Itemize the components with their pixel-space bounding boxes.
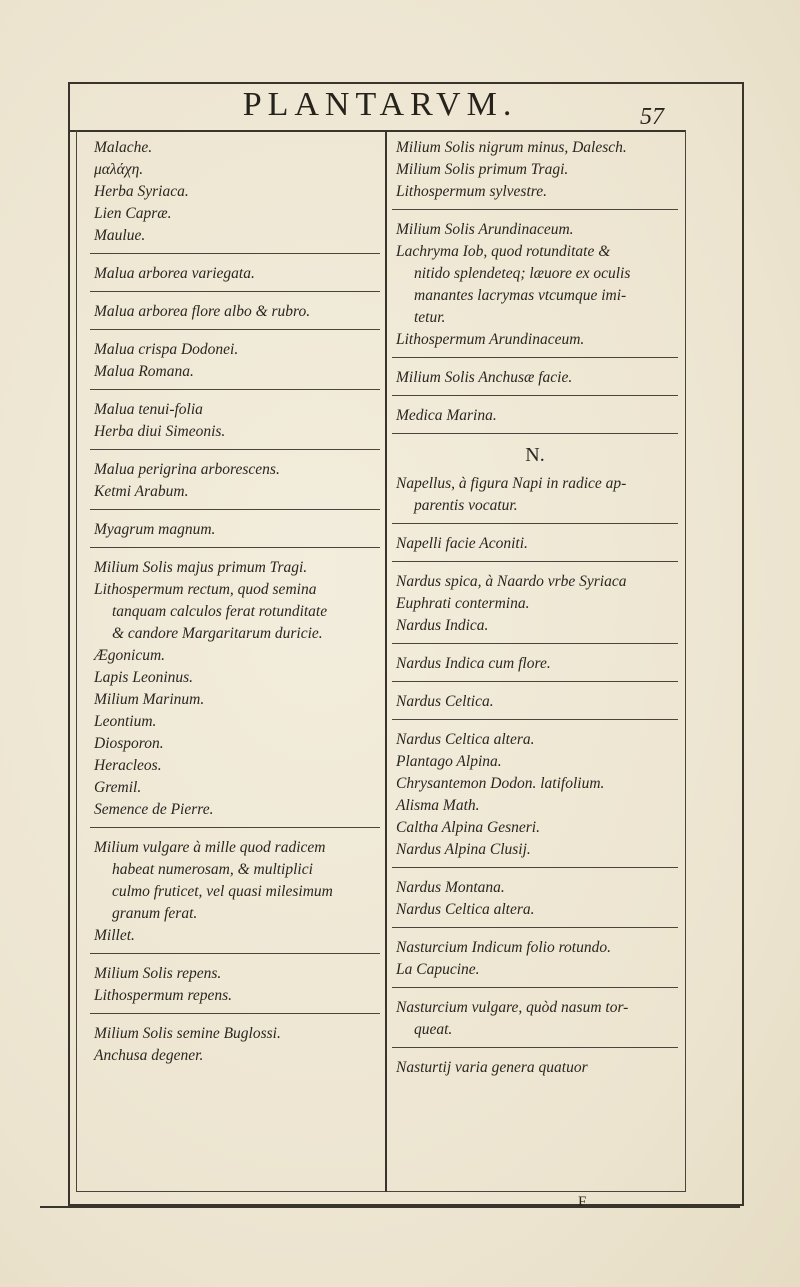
plant-entry (90, 1020, 380, 1073)
entry-line: Milium Solis repens. (94, 965, 222, 982)
entry-line: Milium vulgare à mille quod radicem (94, 839, 326, 856)
entry-line: Malua arborea variegata. (94, 265, 255, 282)
plant-entry (392, 134, 678, 210)
entry-line: μαλάχη. (94, 161, 144, 178)
plant-entry (90, 396, 380, 450)
signature-mark: F (578, 1194, 587, 1210)
entry-line: queat. (414, 1021, 453, 1038)
entry-line: tetur. (414, 309, 446, 326)
entry-line: Chrysantemon Dodon. latifolium. (396, 775, 605, 792)
section-letter: N. (525, 444, 545, 466)
plant-entry (90, 298, 380, 330)
entry-line: Milium Solis majus primum Tragi. (94, 559, 308, 576)
page-number: 57 (640, 104, 664, 130)
entry-line: Nasturtij varia genera quatuor (396, 1059, 588, 1076)
entry-line: Napellus, à figura Napi in radice ap- (396, 475, 627, 492)
entry-line: La Capucine. (396, 961, 480, 978)
plant-entry (392, 1054, 678, 1085)
plant-entry (392, 568, 678, 644)
entry-line: Nardus Indica cum flore. (396, 655, 551, 672)
entry-line: & candore Margaritarum duricie. (112, 625, 323, 642)
entry-line: Milium Solis Anchusæ facie. (396, 369, 573, 386)
entry-line: Lithospermum repens. (94, 987, 233, 1004)
plant-entry (90, 960, 380, 1014)
entry-line: Malua Romana. (94, 363, 194, 380)
entry-line: Ketmi Arabum. (94, 483, 189, 500)
entry-line: parentis vocatur. (414, 497, 518, 514)
entry-line: culmo fruticet, vel quasi milesimum (112, 883, 333, 900)
plant-entry (392, 402, 678, 434)
entry-line: Heracleos. (94, 757, 162, 774)
entry-line: Lithospermum Arundinaceum. (396, 331, 585, 348)
entry-line: Lithospermum rectum, quod semina (94, 581, 317, 598)
plant-entry (90, 336, 380, 390)
plant-entry (392, 726, 678, 868)
entry-line: Milium Solis primum Tragi. (396, 161, 569, 178)
entry-line: Milium Solis Arundinaceum. (396, 221, 574, 238)
plant-entry (392, 470, 678, 524)
entry-line: Nasturcium Indicum folio rotundo. (396, 939, 611, 956)
entry-line: Plantago Alpina. (396, 753, 502, 770)
entry-line: Gremil. (94, 779, 142, 796)
entry-line: Millet. (94, 927, 135, 944)
bottom-rule (40, 1206, 740, 1208)
entry-line: Malache. (94, 139, 153, 156)
plant-entry (392, 688, 678, 720)
plant-entry (392, 216, 678, 358)
entry-line: Malua perigrina arborescens. (94, 461, 280, 478)
entry-line: Caltha Alpina Gesneri. (396, 819, 540, 836)
entry-line: Malua tenui-folia (94, 401, 203, 418)
plant-entry (392, 934, 678, 988)
entry-line: Maulue. (94, 227, 146, 244)
entry-line: habeat numerosam, & multiplici (112, 861, 313, 878)
plant-entry (392, 994, 678, 1048)
entry-line: Semence de Pierre. (94, 801, 214, 818)
left-column (90, 134, 380, 1079)
entry-line: Herba diui Simeonis. (94, 423, 226, 440)
entry-line: tanquam calculos ferat rotunditate (112, 603, 328, 620)
entry-line: Nardus Montana. (396, 879, 505, 896)
entry-line: Milium Solis semine Buglossi. (94, 1025, 281, 1042)
entry-line: Myagrum magnum. (94, 521, 216, 538)
entry-line: Milium Solis nigrum minus, Dalesch. (396, 139, 627, 156)
plant-entry (392, 650, 678, 682)
entry-line: Nardus Alpina Clusij. (396, 841, 531, 858)
plant-entry (90, 260, 380, 292)
plant-entry (90, 554, 380, 828)
entry-line: Anchusa degener. (94, 1047, 204, 1064)
entry-line: Malua crispa Dodonei. (94, 341, 239, 358)
entry-line: Nardus Celtica altera. (396, 731, 535, 748)
plant-entry (392, 530, 678, 562)
entry-line: Lachryma Iob, quod rotunditate & (396, 243, 611, 260)
entry-line: Napelli facie Aconiti. (396, 535, 528, 552)
plant-entry (90, 516, 380, 548)
entry-line: Lien Capræ. (94, 205, 172, 222)
entry-line: Nardus Celtica altera. (396, 901, 535, 918)
entry-line: Medica Marina. (396, 407, 497, 424)
entry-line: manantes lacrymas vtcumque imi- (414, 287, 627, 304)
entry-line: Lapis Leoninus. (94, 669, 194, 686)
entry-line: Milium Marinum. (94, 691, 205, 708)
entry-line: Euphrati contermina. (396, 595, 530, 612)
entry-line: Diosporon. (94, 735, 164, 752)
entry-line: Leontium. (94, 713, 157, 730)
right-column (392, 134, 678, 1091)
entry-line: Nasturcium vulgare, quòd nasum tor- (396, 999, 629, 1016)
plant-entry (392, 364, 678, 396)
entry-line: Nardus Indica. (396, 617, 489, 634)
entry-line: nitido splendeteq; læuore ex oculis (414, 265, 631, 282)
plant-entry (90, 134, 380, 254)
plant-entry (392, 874, 678, 928)
plant-entry (90, 456, 380, 510)
entry-line: Nardus spica, à Naardo vrbe Syriaca (396, 573, 627, 590)
entry-line: granum ferat. (112, 905, 198, 922)
entry-line: Herba Syriaca. (94, 183, 189, 200)
page-title: PLANTARVM. (242, 86, 518, 123)
entry-line: Alisma Math. (396, 797, 480, 814)
entry-line: Nardus Celtica. (396, 693, 494, 710)
entry-line: Ægonicum. (94, 647, 166, 664)
plant-entry (90, 834, 380, 954)
column-divider (385, 132, 387, 1192)
entry-line: Malua arborea flore albo & rubro. (94, 303, 311, 320)
entry-line: Lithospermum sylvestre. (396, 183, 547, 200)
